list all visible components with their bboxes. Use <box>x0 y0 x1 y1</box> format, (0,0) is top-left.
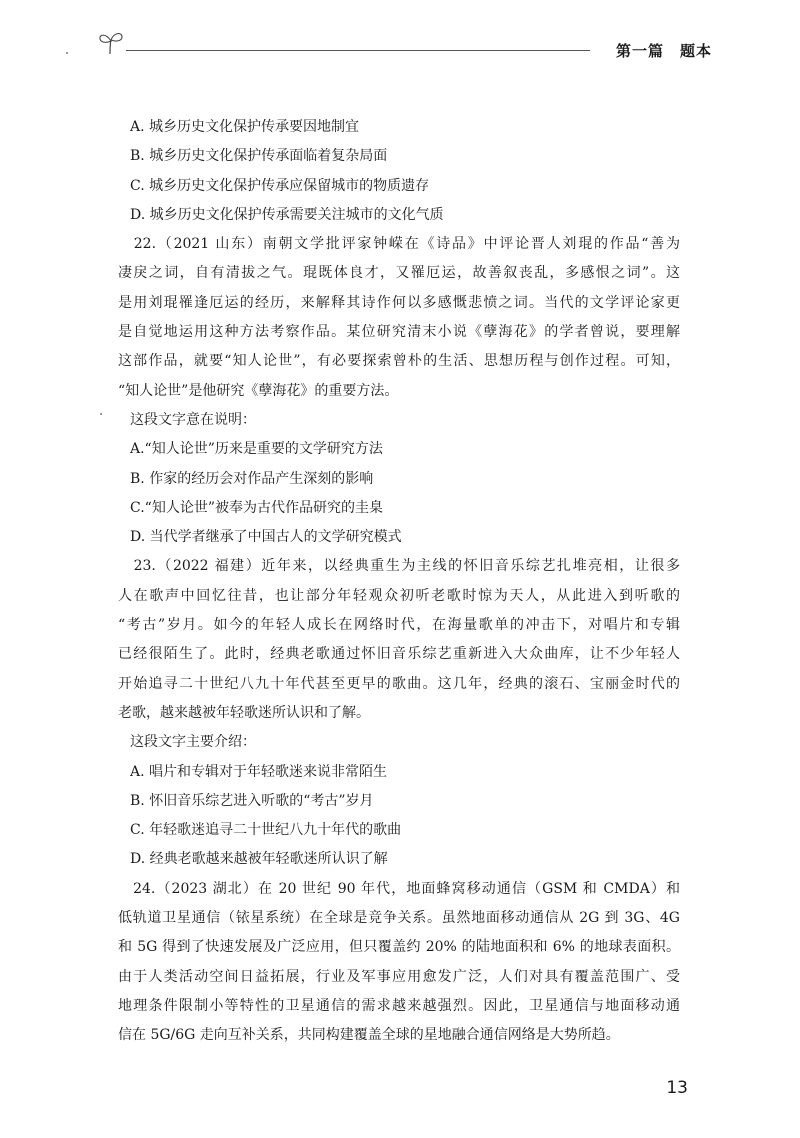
q21-option-d: D. 城乡历史文化保护传承需要关注城市的文化气质 <box>130 206 444 223</box>
header-rule <box>126 50 590 51</box>
q24-line: 低轨道卫星通信（铱星系统）在全球是竞争关系。虽然地面移动通信从 2G 到 3G、4G <box>118 910 680 927</box>
q22-line: “知人论世”是他研究《孽海花》的重要方法。 <box>118 382 399 399</box>
q24-line: 由于人类活动空间日益拓展，行业及军事应用愈发广泛，人们对具有覆盖范围广、受 <box>118 968 680 985</box>
q22-line: 凄戾之词，自有清拔之气。琨既体良才，又罹厄运，故善叙丧乱，多感恨之词”。这 <box>118 265 680 282</box>
q23-option-b: B. 怀旧音乐综艺进入听歌的“考古”岁月 <box>130 792 374 809</box>
q22-option-d: D. 当代学者继承了中国古人的文学研究模式 <box>130 529 402 546</box>
q23-option-d: D. 经典老歌越来越被年轻歌迷所认识了解 <box>130 851 388 868</box>
q21-option-b: B. 城乡历史文化保护传承面临着复杂局面 <box>130 148 388 165</box>
q24-line: 地理条件限制小等特性的卫星通信的需求越来越强烈。因此，卫星通信与地面移动通 <box>118 997 680 1014</box>
q22-option-a: A.“知人论世”历来是重要的文学研究方法 <box>130 441 383 458</box>
page-content <box>118 113 680 1051</box>
q22-option-c: C.“知人论世”被奉为古代作品研究的圭臬 <box>130 499 383 516</box>
q24-line: 和 5G 得到了快速发展及广泛应用，但只覆盖约 20% 的陆地面积和 6% 的地球表面积。 <box>118 939 680 956</box>
q21-option-c: C. 城乡历史文化保护传承应保留城市的物质遗存 <box>130 177 430 194</box>
q23-line: 老歌，越来越被年轻歌迷所认识和了解。 <box>118 704 370 721</box>
section-title: 第一篇 题本 <box>615 42 712 60</box>
q24-passage <box>118 875 680 1051</box>
q23-line: 已经很陌生了。此时，经典老歌通过怀旧音乐综艺重新进入大众曲库，让不少年轻人 <box>118 646 680 663</box>
q23-line: 人在歌声中回忆往昔，也让部分年轻观众初听老歌时惊为天人，从此进入到听歌的 <box>118 587 680 604</box>
q23-line: 开始追寻二十世纪八九十年代甚至更早的歌曲。这几年，经典的滚石、宝丽金时代的 <box>118 675 680 692</box>
q23-passage <box>118 552 680 728</box>
q22-prompt: 这段文字意在说明： <box>130 411 256 428</box>
q22-line: 是自觉地运用这种方法考察作品。某位研究清末小说《孽海花》的学者曾说，要理解 <box>118 324 680 341</box>
q23-options <box>130 758 680 875</box>
margin-mark <box>66 52 68 54</box>
q24-line: 24.（2023 湖北）在 20 世纪 90 年代，地面蜂窝移动通信（GSM 和 CMDA）和 <box>118 880 680 897</box>
q22-line: 这部作品，就要“知人论世”，有必要探索曾朴的生活、思想历程与创作过程。可知， <box>118 353 680 370</box>
q21-options <box>130 113 680 230</box>
q22-options <box>130 435 680 552</box>
q23-line: “考古”岁月。如今的年轻人成长在网络时代，在海量歌单的冲击下，对唱片和专辑 <box>118 617 680 634</box>
sprout-icon <box>96 30 126 56</box>
q21-option-a: A. 城乡历史文化保护传承要因地制宜 <box>130 119 360 135</box>
q23-line: 23.（2022 福建）近年来，以经典重生为主线的怀旧音乐综艺扎堆亮相，让很多 <box>118 558 680 575</box>
page-header <box>0 0 800 70</box>
q22-line: 是用刘琨罹逢厄运的经历，来解释其诗作何以多感慨悲愤之词。当代的文学评论家更 <box>118 294 680 311</box>
q22-line: 22.（2021 山东）南朝文学批评家钟嵘在《诗品》中评论晋人刘琨的作品“善为 <box>118 236 680 253</box>
page-number: 13 <box>666 1078 688 1098</box>
q23-prompt: 这段文字主要介绍： <box>130 734 256 751</box>
q23-option-a: A. 唱片和专辑对于年轻歌迷来说非常陌生 <box>130 763 388 780</box>
q22-passage <box>118 230 680 406</box>
q24-line: 信在 5G/6G 走向互补关系，共同构建覆盖全球的星地融合通信网络是大势所趋。 <box>118 1027 620 1044</box>
q23-option-c: C. 年轻歌迷追寻二十世纪八九十年代的歌曲 <box>130 822 402 839</box>
margin-mark <box>100 413 102 415</box>
q22-option-b: B. 作家的经历会对作品产生深刻的影响 <box>130 470 374 487</box>
